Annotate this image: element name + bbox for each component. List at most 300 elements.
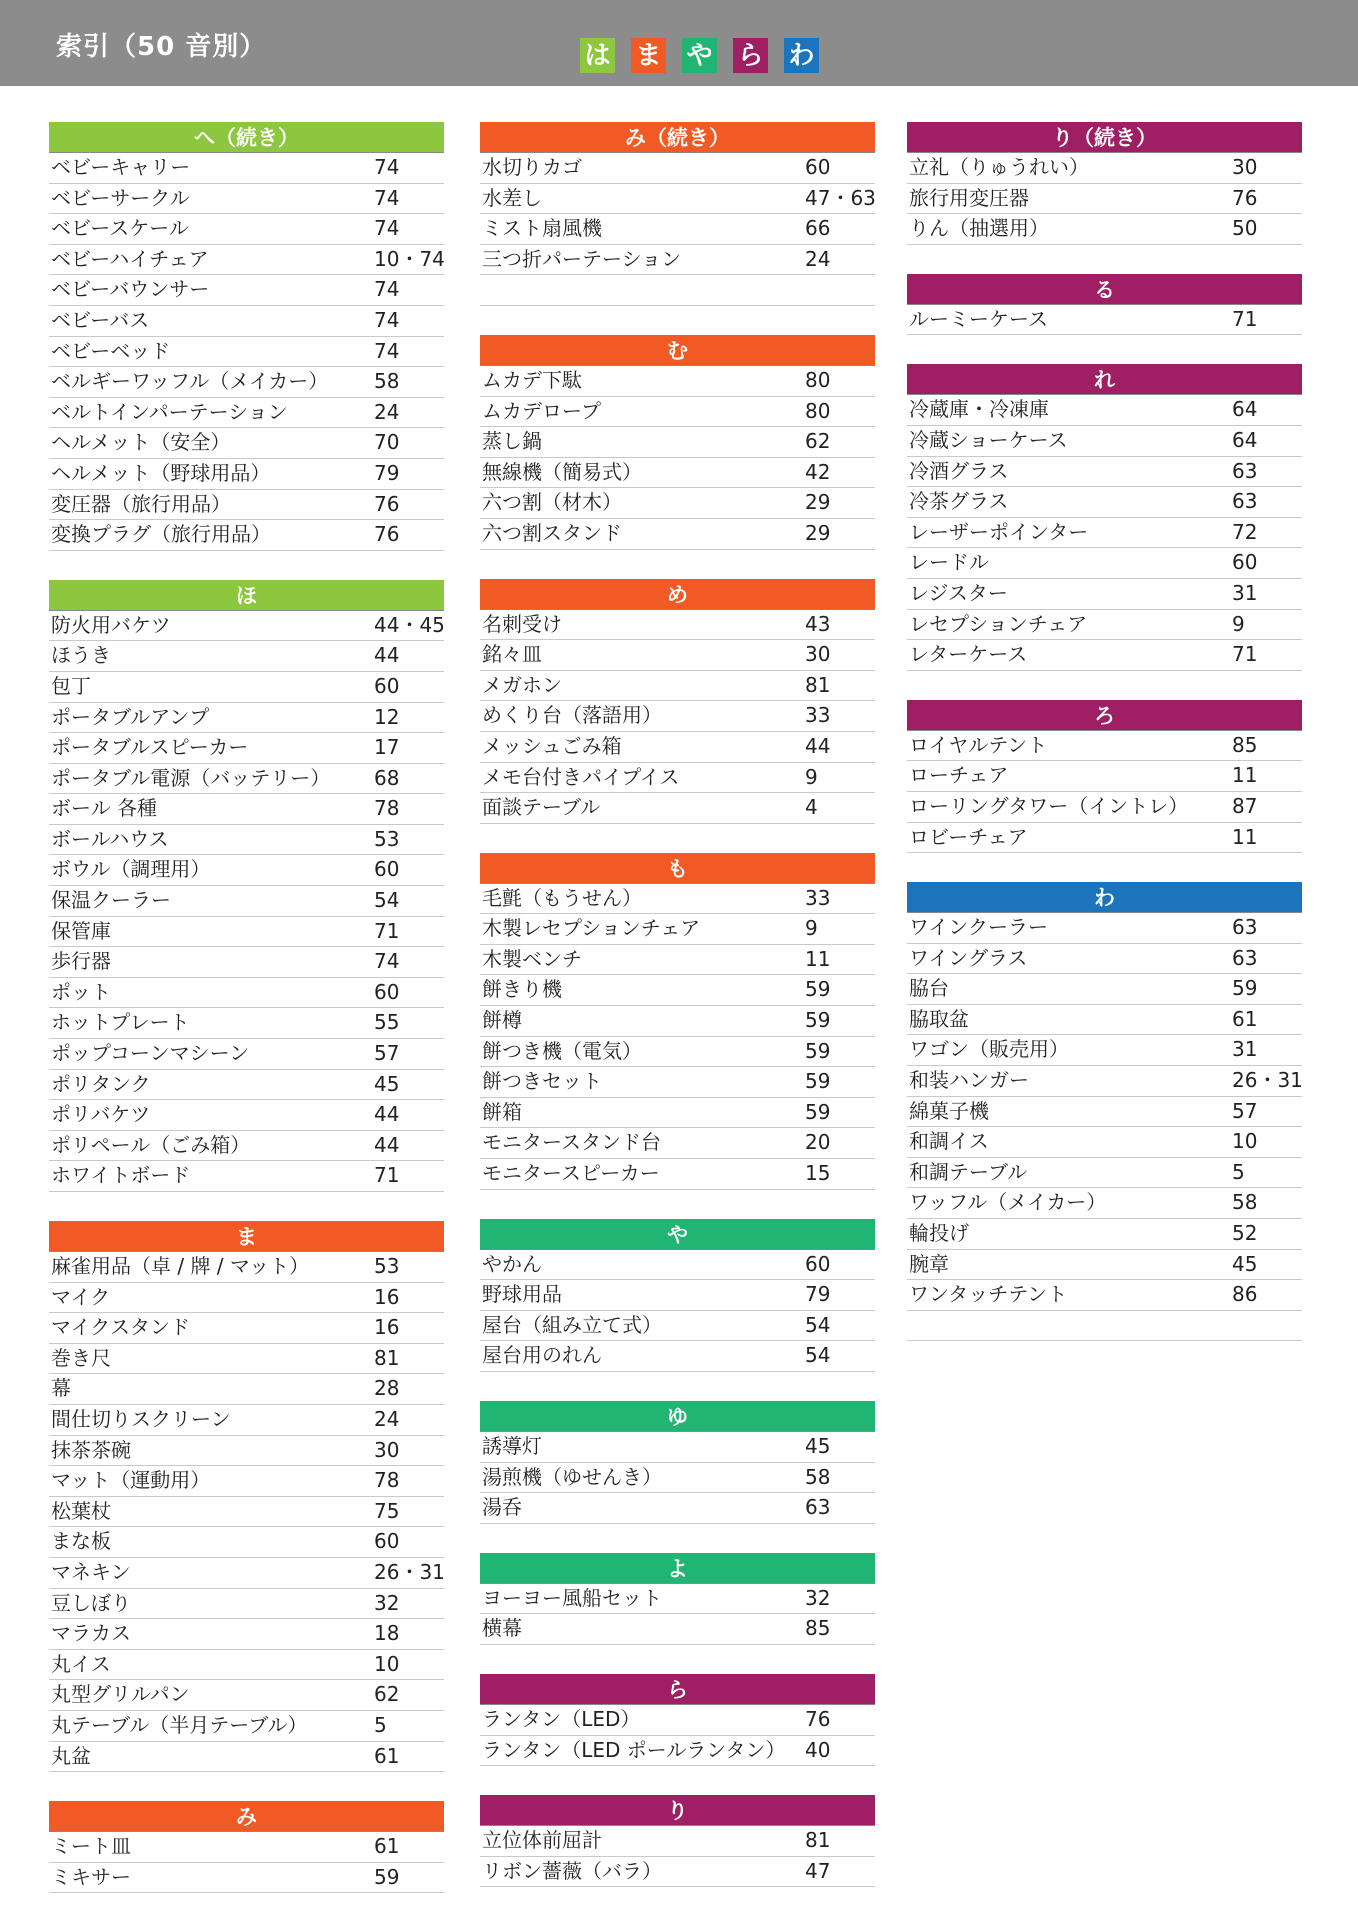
index-entry: [907, 214, 1302, 245]
entry-page-number: 10: [374, 1651, 400, 1676]
entry-name: 誘導灯: [482, 1434, 542, 1458]
index-entry: [49, 1619, 444, 1650]
entry-name: 屋台（組み立て式）: [482, 1312, 662, 1337]
index-entry: [480, 1311, 875, 1342]
index-entry: [480, 1736, 875, 1767]
entry-name: 湯呑: [482, 1495, 522, 1520]
entry-name: 綿菓子機: [909, 1098, 989, 1123]
entry-page-number: 63: [805, 1495, 831, 1520]
entry-page-number: 59: [374, 1864, 400, 1889]
entry-name: 脇取盆: [909, 1006, 969, 1031]
index-entry: [480, 1463, 875, 1494]
entry-name: ほうき: [51, 643, 111, 668]
index-entry: [49, 1039, 444, 1070]
section-header: や: [480, 1219, 875, 1250]
index-entry: [49, 1100, 444, 1131]
entry-page-number: 52: [1232, 1221, 1258, 1246]
entry-name: 和調テーブル: [909, 1159, 1028, 1184]
entry-page-number: 18: [374, 1621, 400, 1646]
index-entry: [480, 275, 875, 306]
index-section: [480, 853, 875, 1190]
entry-page-number: 79: [374, 460, 400, 485]
entry-page-number: 62: [374, 1682, 400, 1707]
entry-page-number: 81: [805, 1828, 831, 1853]
index-entry: [49, 306, 444, 337]
entry-name: 和装ハンガー: [909, 1068, 1029, 1093]
index-entry: [49, 1497, 444, 1528]
entry-page-number: 24: [374, 1406, 400, 1431]
entry-page-number: 44・45: [374, 612, 445, 637]
entry-page-number: 53: [374, 826, 400, 851]
entry-name: 木製ベンチ: [482, 946, 582, 971]
index-entry: [480, 1006, 875, 1037]
entry-name: 包丁: [51, 673, 91, 698]
entry-name: やかん: [482, 1251, 542, 1276]
entry-page-number: 11: [1232, 824, 1258, 849]
index-section: [480, 335, 875, 550]
entry-page-number: 28: [374, 1376, 400, 1401]
entry-name: ワゴン（販売用）: [909, 1037, 1069, 1062]
index-entry: [49, 1374, 444, 1405]
entry-name: 歩行器: [51, 949, 111, 974]
entry-name: 冷蔵庫・冷凍庫: [909, 397, 1049, 422]
entry-page-number: 16: [374, 1315, 400, 1340]
entry-name: 横幕: [482, 1616, 522, 1641]
index-entry: [49, 1070, 444, 1101]
entry-page-number: 71: [1232, 642, 1258, 667]
entry-name: ランタン（LED ポールランタン）: [482, 1737, 786, 1762]
entry-name: 餅箱: [482, 1099, 522, 1124]
index-entry: [480, 184, 875, 215]
index-section: [907, 274, 1302, 336]
entry-page-number: 33: [805, 885, 831, 910]
index-entry: [907, 610, 1302, 641]
entry-name: 六つ割スタンド: [482, 520, 622, 545]
kana-tabs: [580, 38, 819, 73]
index-entry: [480, 214, 875, 245]
entry-name: 和調イス: [909, 1129, 989, 1154]
entry-page-number: 81: [805, 672, 831, 697]
index-entry: [907, 579, 1302, 610]
index-entry: [49, 672, 444, 703]
entry-page-number: 75: [374, 1498, 400, 1523]
entry-name: 水切りカゴ: [482, 155, 582, 179]
entry-page-number: 81: [374, 1345, 400, 1370]
entry-page-number: 76: [374, 522, 400, 547]
index-entry: [480, 153, 875, 184]
index-entry: [49, 1008, 444, 1039]
entry-page-number: 60: [374, 673, 400, 698]
index-entry: [49, 214, 444, 245]
index-entry: [907, 1250, 1302, 1281]
index-entry: [49, 1742, 444, 1773]
entry-page-number: 74: [374, 216, 400, 241]
index-entry: [907, 457, 1302, 488]
index-entry: [49, 978, 444, 1009]
index-entry: [49, 886, 444, 917]
entry-page-number: 85: [1232, 732, 1258, 757]
entry-name: 餅つきセット: [482, 1069, 602, 1094]
entry-name: ベビーバス: [51, 307, 150, 332]
entry-name: ロビーチェア: [909, 824, 1028, 849]
index-entry: [480, 945, 875, 976]
entry-page-number: 87: [1232, 793, 1258, 818]
entry-page-number: 59: [805, 977, 831, 1002]
section-header: る: [907, 274, 1302, 305]
entry-name: めくり台（落語用）: [482, 703, 662, 728]
index-entry: [907, 1158, 1302, 1189]
entry-name: ワッフル（メイカー）: [909, 1190, 1107, 1215]
entry-page-number: 60: [805, 1251, 831, 1276]
kana-tab[interactable]: は: [580, 38, 615, 73]
index-entry: [480, 397, 875, 428]
section-header: も: [480, 853, 875, 884]
entry-page-number: 72: [1232, 519, 1258, 544]
entry-page-number: 59: [1232, 976, 1258, 1001]
entry-page-number: 47: [805, 1858, 831, 1883]
entry-page-number: 59: [805, 1038, 831, 1063]
index-entry: [907, 823, 1302, 854]
index-entry: [907, 913, 1302, 944]
index-section: [480, 1553, 875, 1645]
index-entry: [907, 1280, 1302, 1311]
kana-tab[interactable]: ら: [733, 38, 768, 73]
entry-name: ミスト扇風機: [482, 216, 602, 241]
entry-page-number: 9: [1232, 611, 1245, 636]
index-entry: [480, 519, 875, 550]
entry-page-number: 12: [374, 704, 400, 729]
index-entry: [49, 1863, 444, 1894]
index-section: [480, 122, 875, 306]
entry-name: 屋台用のれん: [482, 1343, 602, 1368]
index-entry: [907, 1005, 1302, 1036]
entry-page-number: 63: [1232, 489, 1258, 514]
entry-page-number: 30: [374, 1437, 400, 1462]
index-section: [480, 1401, 875, 1524]
index-entry: [480, 366, 875, 397]
entry-name: 抹茶茶碗: [51, 1437, 131, 1462]
index-entry: [907, 792, 1302, 823]
index-entry: [49, 611, 444, 642]
index-section: [480, 1219, 875, 1372]
index-entry: [907, 305, 1302, 336]
entry-page-number: 32: [805, 1585, 831, 1610]
entry-name: リボン薔薇（バラ）: [482, 1858, 662, 1883]
entry-name: メガホン: [482, 672, 562, 697]
entry-name: ランタン（LED）: [482, 1706, 641, 1731]
index-entry: [49, 1161, 444, 1192]
entry-name: 輪投げ: [909, 1221, 969, 1246]
entry-name: ワンタッチテント: [909, 1282, 1068, 1307]
entry-name: 豆しぼり: [51, 1590, 131, 1615]
entry-name: ムカデ下駄: [482, 367, 582, 392]
entry-name: マイク: [51, 1284, 111, 1309]
index-entry: [49, 1650, 444, 1681]
entry-page-number: 78: [374, 1468, 400, 1493]
entry-name: 防火用バケツ: [51, 612, 171, 637]
entry-name: 巻き尺: [51, 1345, 111, 1370]
kana-tab[interactable]: わ: [784, 38, 819, 73]
entry-name: まな板: [51, 1529, 111, 1554]
entry-page-number: 79: [805, 1282, 831, 1307]
entry-page-number: 86: [1232, 1282, 1258, 1307]
entry-name: メッシュごみ箱: [482, 733, 622, 758]
entry-page-number: 15: [805, 1161, 831, 1186]
entry-page-number: 71: [374, 1163, 400, 1188]
index-entry: [907, 548, 1302, 579]
entry-name: ロイヤルテント: [909, 732, 1048, 757]
entry-page-number: 70: [374, 430, 400, 455]
entry-page-number: 74: [374, 338, 400, 363]
entry-name: マイクスタンド: [51, 1315, 190, 1340]
entry-name: ヘルメット（野球用品）: [51, 460, 271, 485]
entry-name: 変圧器（旅行用品）: [51, 491, 231, 516]
section-header: め: [480, 579, 875, 610]
index-entry: [907, 1066, 1302, 1097]
entry-name: ヨーヨー風船セット: [482, 1585, 662, 1610]
index-entry: [49, 1832, 444, 1863]
entry-name: ボール 各種: [51, 796, 157, 821]
entry-page-number: 61: [374, 1743, 400, 1768]
entry-page-number: 31: [1232, 1037, 1258, 1062]
entry-page-number: 80: [805, 367, 831, 392]
entry-page-number: 20: [805, 1130, 831, 1155]
index-column-2: [480, 122, 875, 1916]
index-entry: [49, 1558, 444, 1589]
index-section: [480, 579, 875, 824]
entry-page-number: 71: [374, 918, 400, 943]
section-header: わ: [907, 882, 1302, 913]
index-entry: [49, 1589, 444, 1620]
entry-name: 立位体前屈計: [482, 1828, 602, 1853]
index-entry: [49, 459, 444, 490]
entry-page-number: 5: [374, 1712, 387, 1737]
entry-name: 丸イス: [51, 1651, 111, 1676]
entry-page-number: 57: [374, 1041, 400, 1066]
entry-page-number: 71: [1232, 306, 1258, 331]
entry-page-number: 74: [374, 277, 400, 302]
entry-page-number: 53: [374, 1254, 400, 1278]
index-entry: [480, 763, 875, 794]
index-entry: [49, 275, 444, 306]
entry-name: 脇台: [909, 976, 949, 1001]
index-entry: [907, 761, 1302, 792]
entry-name: ベビーバウンサー: [51, 277, 210, 302]
entry-name: ボウル（調理用）: [51, 857, 211, 882]
entry-page-number: 44: [374, 643, 400, 668]
entry-name: メモ台付きパイプイス: [482, 764, 680, 789]
entry-name: ベビースケール: [51, 216, 189, 241]
entry-name: 幕: [51, 1376, 71, 1401]
kana-tab[interactable]: ま: [631, 38, 666, 73]
index-entry: [480, 1341, 875, 1372]
entry-name: りん（抽選用）: [909, 216, 1049, 241]
index-entry: [49, 641, 444, 672]
section-header: み（続き）: [480, 122, 875, 153]
index-entry: [480, 1250, 875, 1281]
entry-name: ポータブル電源（バッテリー）: [51, 765, 331, 790]
index-entry: [480, 245, 875, 276]
entry-name: 腕章: [909, 1251, 949, 1276]
index-entry: [480, 1432, 875, 1463]
index-entry: [480, 488, 875, 519]
entry-page-number: 44: [374, 1132, 400, 1157]
entry-page-number: 60: [805, 155, 831, 179]
entry-page-number: 61: [1232, 1006, 1258, 1031]
entry-name: レードル: [909, 550, 989, 575]
entry-name: 冷酒グラス: [909, 458, 1009, 483]
entry-page-number: 45: [1232, 1251, 1258, 1276]
index-entry: [49, 1711, 444, 1742]
index-entry: [49, 490, 444, 521]
entry-page-number: 63: [1232, 915, 1258, 940]
index-section: [49, 122, 444, 551]
index-entry: [49, 428, 444, 459]
entry-page-number: 24: [374, 399, 400, 424]
entry-name: ポリタンク: [51, 1071, 151, 1096]
section-header: ら: [480, 1674, 875, 1705]
entry-page-number: 45: [374, 1071, 400, 1096]
index-entry: [49, 1680, 444, 1711]
entry-page-number: 10・74: [374, 246, 445, 271]
index-entry: [907, 1311, 1302, 1342]
entry-name: 毛氈（もうせん）: [482, 885, 642, 910]
entry-page-number: 44: [374, 1102, 400, 1127]
entry-page-number: 74: [374, 307, 400, 332]
entry-name: 餅きり機: [482, 977, 562, 1002]
index-entry: [907, 1219, 1302, 1250]
index-entry: [480, 1128, 875, 1159]
index-entry: [480, 1826, 875, 1857]
section-header: む: [480, 335, 875, 366]
section-header: み: [49, 1801, 444, 1832]
index-entry: [49, 1527, 444, 1558]
entry-name: ベビーハイチェア: [51, 246, 209, 271]
entry-name: 蒸し鍋: [482, 429, 542, 454]
index-entry: [480, 884, 875, 915]
entry-page-number: 4: [805, 795, 818, 820]
entry-name: ヘルメット（安全）: [51, 430, 231, 455]
entry-page-number: 76: [805, 1706, 831, 1731]
entry-name: ボールハウス: [51, 826, 169, 851]
entry-name: ポット: [51, 979, 111, 1004]
entry-page-number: 74: [374, 185, 400, 210]
entry-name: 変換プラグ（旅行用品）: [51, 522, 271, 547]
index-entry: [49, 1405, 444, 1436]
section-header: り: [480, 1795, 875, 1826]
index-entry: [49, 764, 444, 795]
entry-name: ミート皿: [51, 1834, 131, 1859]
index-entry: [907, 640, 1302, 671]
entry-name: ポリバケツ: [51, 1102, 151, 1127]
index-entry: [480, 1614, 875, 1645]
entry-name: ワイングラス: [909, 945, 1028, 970]
entry-name: 丸盆: [51, 1743, 91, 1768]
entry-name: ポリペール（ごみ箱）: [51, 1132, 251, 1157]
page-title: 索引（50 音別）: [56, 32, 267, 62]
entry-name: 丸テーブル（半月テーブル）: [51, 1712, 308, 1737]
index-column-1: [49, 122, 444, 1922]
index-entry: [480, 732, 875, 763]
index-entry: [49, 337, 444, 368]
section-header: ゆ: [480, 1401, 875, 1432]
index-entry: [907, 487, 1302, 518]
index-entry: [480, 671, 875, 702]
entry-page-number: 10: [1232, 1129, 1258, 1154]
index-section: [907, 882, 1302, 1341]
entry-page-number: 9: [805, 764, 818, 789]
entry-name: ベルギーワッフル（メイカー）: [51, 369, 329, 394]
index-entry: [907, 1188, 1302, 1219]
entry-page-number: 31: [1232, 580, 1258, 605]
entry-name: 木製レセプションチェア: [482, 916, 701, 941]
entry-name: ワインクーラー: [909, 915, 1048, 940]
entry-page-number: 64: [1232, 427, 1258, 452]
entry-name: 餅樽: [482, 1008, 522, 1033]
entry-page-number: 76: [374, 491, 400, 516]
entry-page-number: 61: [374, 1834, 400, 1859]
entry-name: 湯煎機（ゆせんき）: [482, 1464, 662, 1489]
entry-name: 旅行用変圧器: [909, 185, 1029, 210]
entry-name: マット（運動用）: [51, 1468, 211, 1493]
index-entry: [49, 520, 444, 551]
entry-page-number: 85: [805, 1616, 831, 1641]
entry-page-number: 47・63: [805, 185, 876, 210]
index-entry: [907, 731, 1302, 762]
entry-page-number: 26・31: [1232, 1068, 1303, 1093]
index-entry: [480, 458, 875, 489]
entry-page-number: 74: [374, 155, 400, 179]
entry-page-number: 24: [805, 246, 831, 271]
entry-name: 餅つき機（電気）: [482, 1038, 642, 1063]
entry-name: ベビーサークル: [51, 185, 190, 210]
entry-name: 三つ折パーテーション: [482, 246, 682, 271]
entry-page-number: 30: [805, 642, 831, 667]
entry-name: 野球用品: [482, 1282, 562, 1307]
entry-page-number: 59: [805, 1099, 831, 1124]
entry-name: ルーミーケース: [909, 306, 1048, 331]
index-entry: [49, 184, 444, 215]
index-section: [480, 1674, 875, 1766]
entry-page-number: 59: [805, 1069, 831, 1094]
entry-name: 銘々皿: [482, 642, 542, 667]
entry-page-number: 45: [805, 1434, 831, 1458]
entry-name: レジスター: [909, 580, 1008, 605]
index-entry: [480, 1493, 875, 1524]
index-entry: [49, 703, 444, 734]
entry-name: 松葉杖: [51, 1498, 111, 1523]
entry-name: ホワイトボード: [51, 1163, 191, 1188]
entry-page-number: 54: [805, 1343, 831, 1368]
section-header: れ: [907, 364, 1302, 395]
index-entry: [49, 1344, 444, 1375]
index-entry: [480, 1857, 875, 1888]
index-section: [907, 364, 1302, 670]
entry-page-number: 29: [805, 520, 831, 545]
entry-page-number: 32: [374, 1590, 400, 1615]
index-section: [49, 580, 444, 1192]
index-entry: [907, 1097, 1302, 1128]
index-entry: [49, 1466, 444, 1497]
kana-tab[interactable]: や: [682, 38, 717, 73]
section-header: ま: [49, 1221, 444, 1252]
index-entry: [49, 733, 444, 764]
entry-name: ベビーキャリー: [51, 155, 191, 179]
index-section: [49, 1221, 444, 1772]
entry-name: ムカデロープ: [482, 398, 601, 423]
index-entry: [480, 1098, 875, 1129]
index-column-3: [907, 122, 1302, 1370]
